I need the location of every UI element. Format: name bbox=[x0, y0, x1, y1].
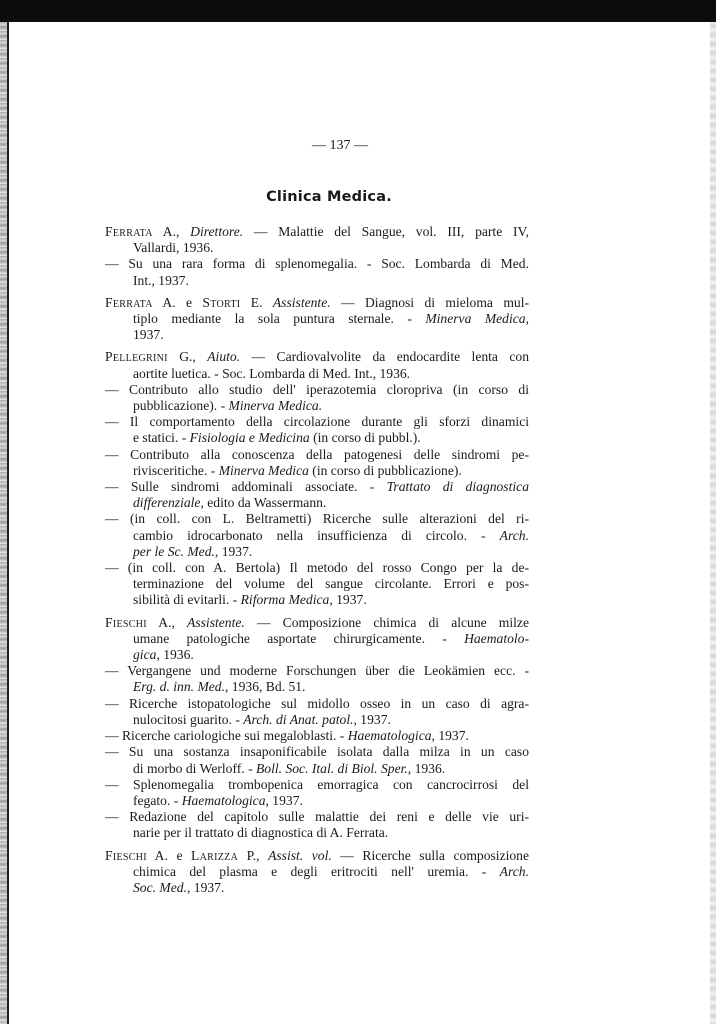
text-segment: edito da Wassermann. bbox=[203, 495, 327, 511]
text-line bbox=[105, 256, 529, 272]
italic-text: gica, bbox=[133, 647, 160, 663]
text-segment: A. e bbox=[146, 847, 192, 863]
text-line bbox=[105, 398, 529, 414]
text-segment: — Contributo allo studio dell' iperazotemia cloropriva (in corso di bbox=[105, 381, 529, 397]
italic-text: Arch. bbox=[499, 527, 529, 543]
text-segment: 1936. bbox=[411, 760, 446, 776]
italic-text: Riforma Medica, bbox=[240, 592, 333, 608]
publication-item bbox=[105, 224, 529, 256]
text-line bbox=[105, 663, 529, 679]
author-name: Ferrata bbox=[105, 294, 153, 310]
italic-text: Aiuto. bbox=[207, 349, 241, 365]
text-segment: rivisceritiche. - bbox=[133, 462, 219, 478]
publication-item bbox=[105, 511, 529, 560]
author-name: Storti bbox=[202, 294, 241, 310]
text-line bbox=[105, 576, 529, 592]
bibliography-list bbox=[105, 224, 529, 902]
text-line bbox=[105, 728, 529, 744]
text-segment: — Splenomegalia trombopenica emorragica con cancrocirrosi del bbox=[105, 776, 529, 792]
italic-text: Haematologica, bbox=[181, 792, 269, 808]
text-line bbox=[105, 273, 529, 289]
text-segment: pubblicazione). - bbox=[133, 398, 229, 414]
author-name: Pellegrini bbox=[105, 349, 168, 365]
text-segment: — (in coll. con L. Beltrametti) Ricerche sulle alterazioni del ri- bbox=[105, 511, 529, 527]
page-number bbox=[0, 138, 716, 154]
text-segment: 1937. bbox=[356, 711, 391, 727]
italic-text: Assistente. bbox=[272, 294, 331, 310]
italic-text: Haematolo- bbox=[464, 630, 529, 646]
publication-item bbox=[105, 809, 529, 841]
publication-item bbox=[105, 848, 529, 897]
text-segment: e statici. - bbox=[133, 430, 190, 446]
text-line bbox=[105, 544, 529, 560]
author-name: Fieschi bbox=[105, 847, 147, 863]
text-line bbox=[105, 528, 529, 544]
text-line bbox=[105, 511, 529, 527]
italic-text: Haematologica, bbox=[347, 728, 435, 744]
publication-item bbox=[105, 349, 529, 381]
author-entry bbox=[105, 349, 529, 608]
text-line bbox=[105, 349, 529, 365]
text-segment: — Su una rara forma di splenomegalia. - Soc. Lombarda di Med. bbox=[105, 256, 529, 272]
author-name: Ferrata bbox=[105, 224, 153, 239]
text-segment: di morbo di Werloff. - bbox=[133, 760, 256, 776]
text-line bbox=[105, 880, 529, 896]
text-line bbox=[105, 809, 529, 825]
text-segment: chimica del plasma e degli eritrociti nell' uremia. - bbox=[133, 863, 500, 879]
text-segment: 1937. bbox=[190, 879, 225, 895]
text-line bbox=[105, 447, 529, 463]
publication-item bbox=[105, 295, 529, 344]
text-segment: — Cardiovalvolite da endocardite lenta con bbox=[240, 349, 530, 365]
text-segment: A. e bbox=[152, 294, 203, 310]
text-segment: (in corso di pubblicazione). bbox=[308, 462, 462, 478]
text-segment: — Composizione chimica di alcune milze bbox=[244, 614, 529, 630]
text-line bbox=[105, 295, 529, 311]
text-segment: — (in coll. con A. Bertola) Il metodo del rosso Congo per la de- bbox=[105, 560, 529, 576]
text-line bbox=[105, 848, 529, 864]
text-segment: A., bbox=[146, 614, 188, 630]
text-line bbox=[105, 240, 529, 256]
text-line bbox=[105, 224, 529, 240]
author-name: Fieschi bbox=[105, 614, 147, 630]
text-line bbox=[105, 366, 529, 382]
author-entry bbox=[105, 295, 529, 344]
text-line bbox=[105, 592, 529, 608]
publication-item bbox=[105, 663, 529, 695]
italic-text: differenziale, bbox=[133, 495, 204, 511]
text-segment: 1937. bbox=[332, 592, 367, 608]
italic-text: Soc. Med., bbox=[133, 879, 191, 895]
publication-item bbox=[105, 447, 529, 479]
text-line bbox=[105, 679, 529, 695]
italic-text: Assist. vol. bbox=[268, 847, 332, 863]
text-line bbox=[105, 825, 529, 841]
text-segment: — Malattie del Sangue, vol. III, parte IV, bbox=[243, 224, 529, 239]
text-line bbox=[105, 479, 529, 495]
text-segment: 1936, Bd. 51. bbox=[228, 679, 306, 695]
scan-left-line bbox=[7, 22, 9, 1024]
italic-text: Minerva Medica, bbox=[425, 311, 529, 327]
text-segment: — Vergangene und moderne Forschungen über die Leokämien ecc. - bbox=[105, 663, 529, 679]
italic-text: Arch. di Anat. patol., bbox=[243, 711, 357, 727]
italic-text: Fisiologia e Medicina bbox=[189, 430, 310, 446]
text-line bbox=[105, 864, 529, 880]
author-entry bbox=[105, 615, 529, 842]
text-segment: nulocitosi guarito. - bbox=[133, 711, 244, 727]
text-segment: — Diagnosi di mieloma mul- bbox=[330, 294, 530, 310]
text-line bbox=[105, 495, 529, 511]
italic-text: Minerva Medica bbox=[218, 462, 309, 478]
text-segment: aortite luetica. - Soc. Lombarda di Med. Int., 1936. bbox=[133, 365, 411, 381]
text-line bbox=[105, 382, 529, 398]
text-segment: sibilità di evitarli. - bbox=[133, 592, 241, 608]
scan-top-border bbox=[0, 0, 716, 22]
text-segment: terminazione del volume del sangue circolante. Errori e pos- bbox=[133, 576, 529, 592]
publication-item bbox=[105, 728, 529, 744]
text-segment: (in corso di pubbl.). bbox=[309, 430, 421, 446]
text-segment: G., bbox=[167, 349, 208, 365]
text-line bbox=[105, 615, 529, 631]
text-segment: 1937. bbox=[434, 728, 469, 744]
italic-text: per le Sc. Med., bbox=[133, 543, 219, 559]
publication-item bbox=[105, 696, 529, 728]
text-segment: — Redazione del capitolo sulle malattie dei reni e delle vie uri- bbox=[105, 809, 529, 825]
italic-text: Minerva Medica. bbox=[228, 398, 323, 414]
publication-item bbox=[105, 615, 529, 664]
publication-item bbox=[105, 744, 529, 776]
text-segment: — Il comportamento della circolazione durante gli sforzi dinamici bbox=[105, 414, 529, 430]
page-number-text: — 137 — bbox=[312, 138, 368, 153]
text-segment: A., bbox=[152, 224, 191, 239]
author-name: Larizza bbox=[191, 847, 239, 863]
text-segment: — Ricerche sulla composizione bbox=[331, 847, 530, 863]
text-segment: — Sulle sindromi addominali associate. - bbox=[105, 479, 387, 495]
italic-text: Direttore. bbox=[190, 224, 244, 239]
text-segment: P., bbox=[238, 847, 269, 863]
text-line bbox=[105, 414, 529, 430]
publication-item bbox=[105, 382, 529, 414]
publication-item bbox=[105, 560, 529, 609]
author-entry bbox=[105, 224, 529, 289]
italic-text: Arch. bbox=[499, 863, 529, 879]
text-line bbox=[105, 631, 529, 647]
publication-item bbox=[105, 256, 529, 288]
text-line bbox=[105, 712, 529, 728]
publication-item bbox=[105, 479, 529, 511]
italic-text: Trattato di diagnostica bbox=[386, 479, 529, 495]
text-line bbox=[105, 560, 529, 576]
text-segment: umane patologiche asportate chirurgicamente. - bbox=[133, 630, 465, 646]
text-segment: 1937. bbox=[268, 792, 303, 808]
text-segment: 1937. bbox=[133, 327, 164, 343]
text-segment: — Ricerche cariologiche sui megaloblasti. - bbox=[105, 728, 348, 744]
section-title-text: Clinica Medica. bbox=[266, 189, 392, 205]
text-segment: tiplo mediante la sola puntura sternale. - bbox=[133, 311, 426, 327]
italic-text: Erg. d. inn. Med., bbox=[133, 679, 229, 695]
text-line bbox=[105, 793, 529, 809]
italic-text: Assistente. bbox=[187, 614, 245, 630]
text-segment: 1937. bbox=[218, 543, 253, 559]
publication-item bbox=[105, 777, 529, 809]
text-line bbox=[105, 744, 529, 760]
text-segment: — Ricerche istopatologiche sul midollo osseo in un caso di agra- bbox=[105, 695, 529, 711]
text-line bbox=[105, 327, 529, 343]
publication-item bbox=[105, 414, 529, 446]
text-line bbox=[105, 761, 529, 777]
text-segment: cambio idrocarbonato nella insufficienza di circolo. - bbox=[133, 527, 500, 543]
italic-text: Boll. Soc. Ital. di Biol. Sper., bbox=[256, 760, 412, 776]
text-segment: narie per il trattato di diagnostica di A. Ferrata. bbox=[133, 825, 389, 841]
text-segment: — Contributo alla conoscenza della patogenesi delle sindromi pe- bbox=[105, 446, 529, 462]
text-segment: Int., 1937. bbox=[133, 272, 189, 288]
author-entry bbox=[105, 848, 529, 897]
text-line bbox=[105, 777, 529, 793]
text-line bbox=[105, 647, 529, 663]
scan-right-edge bbox=[710, 22, 716, 1024]
text-segment: — Su una sostanza insaponificabile isolata dalla milza in un caso bbox=[105, 744, 529, 760]
text-line bbox=[105, 430, 529, 446]
text-line bbox=[105, 311, 529, 327]
text-line bbox=[105, 696, 529, 712]
text-segment: fegato. - bbox=[133, 792, 182, 808]
section-title bbox=[0, 189, 716, 205]
text-line bbox=[105, 463, 529, 479]
text-segment: Vallardi, 1936. bbox=[133, 240, 214, 256]
text-segment: E. bbox=[240, 294, 273, 310]
text-segment: 1936. bbox=[159, 647, 194, 663]
